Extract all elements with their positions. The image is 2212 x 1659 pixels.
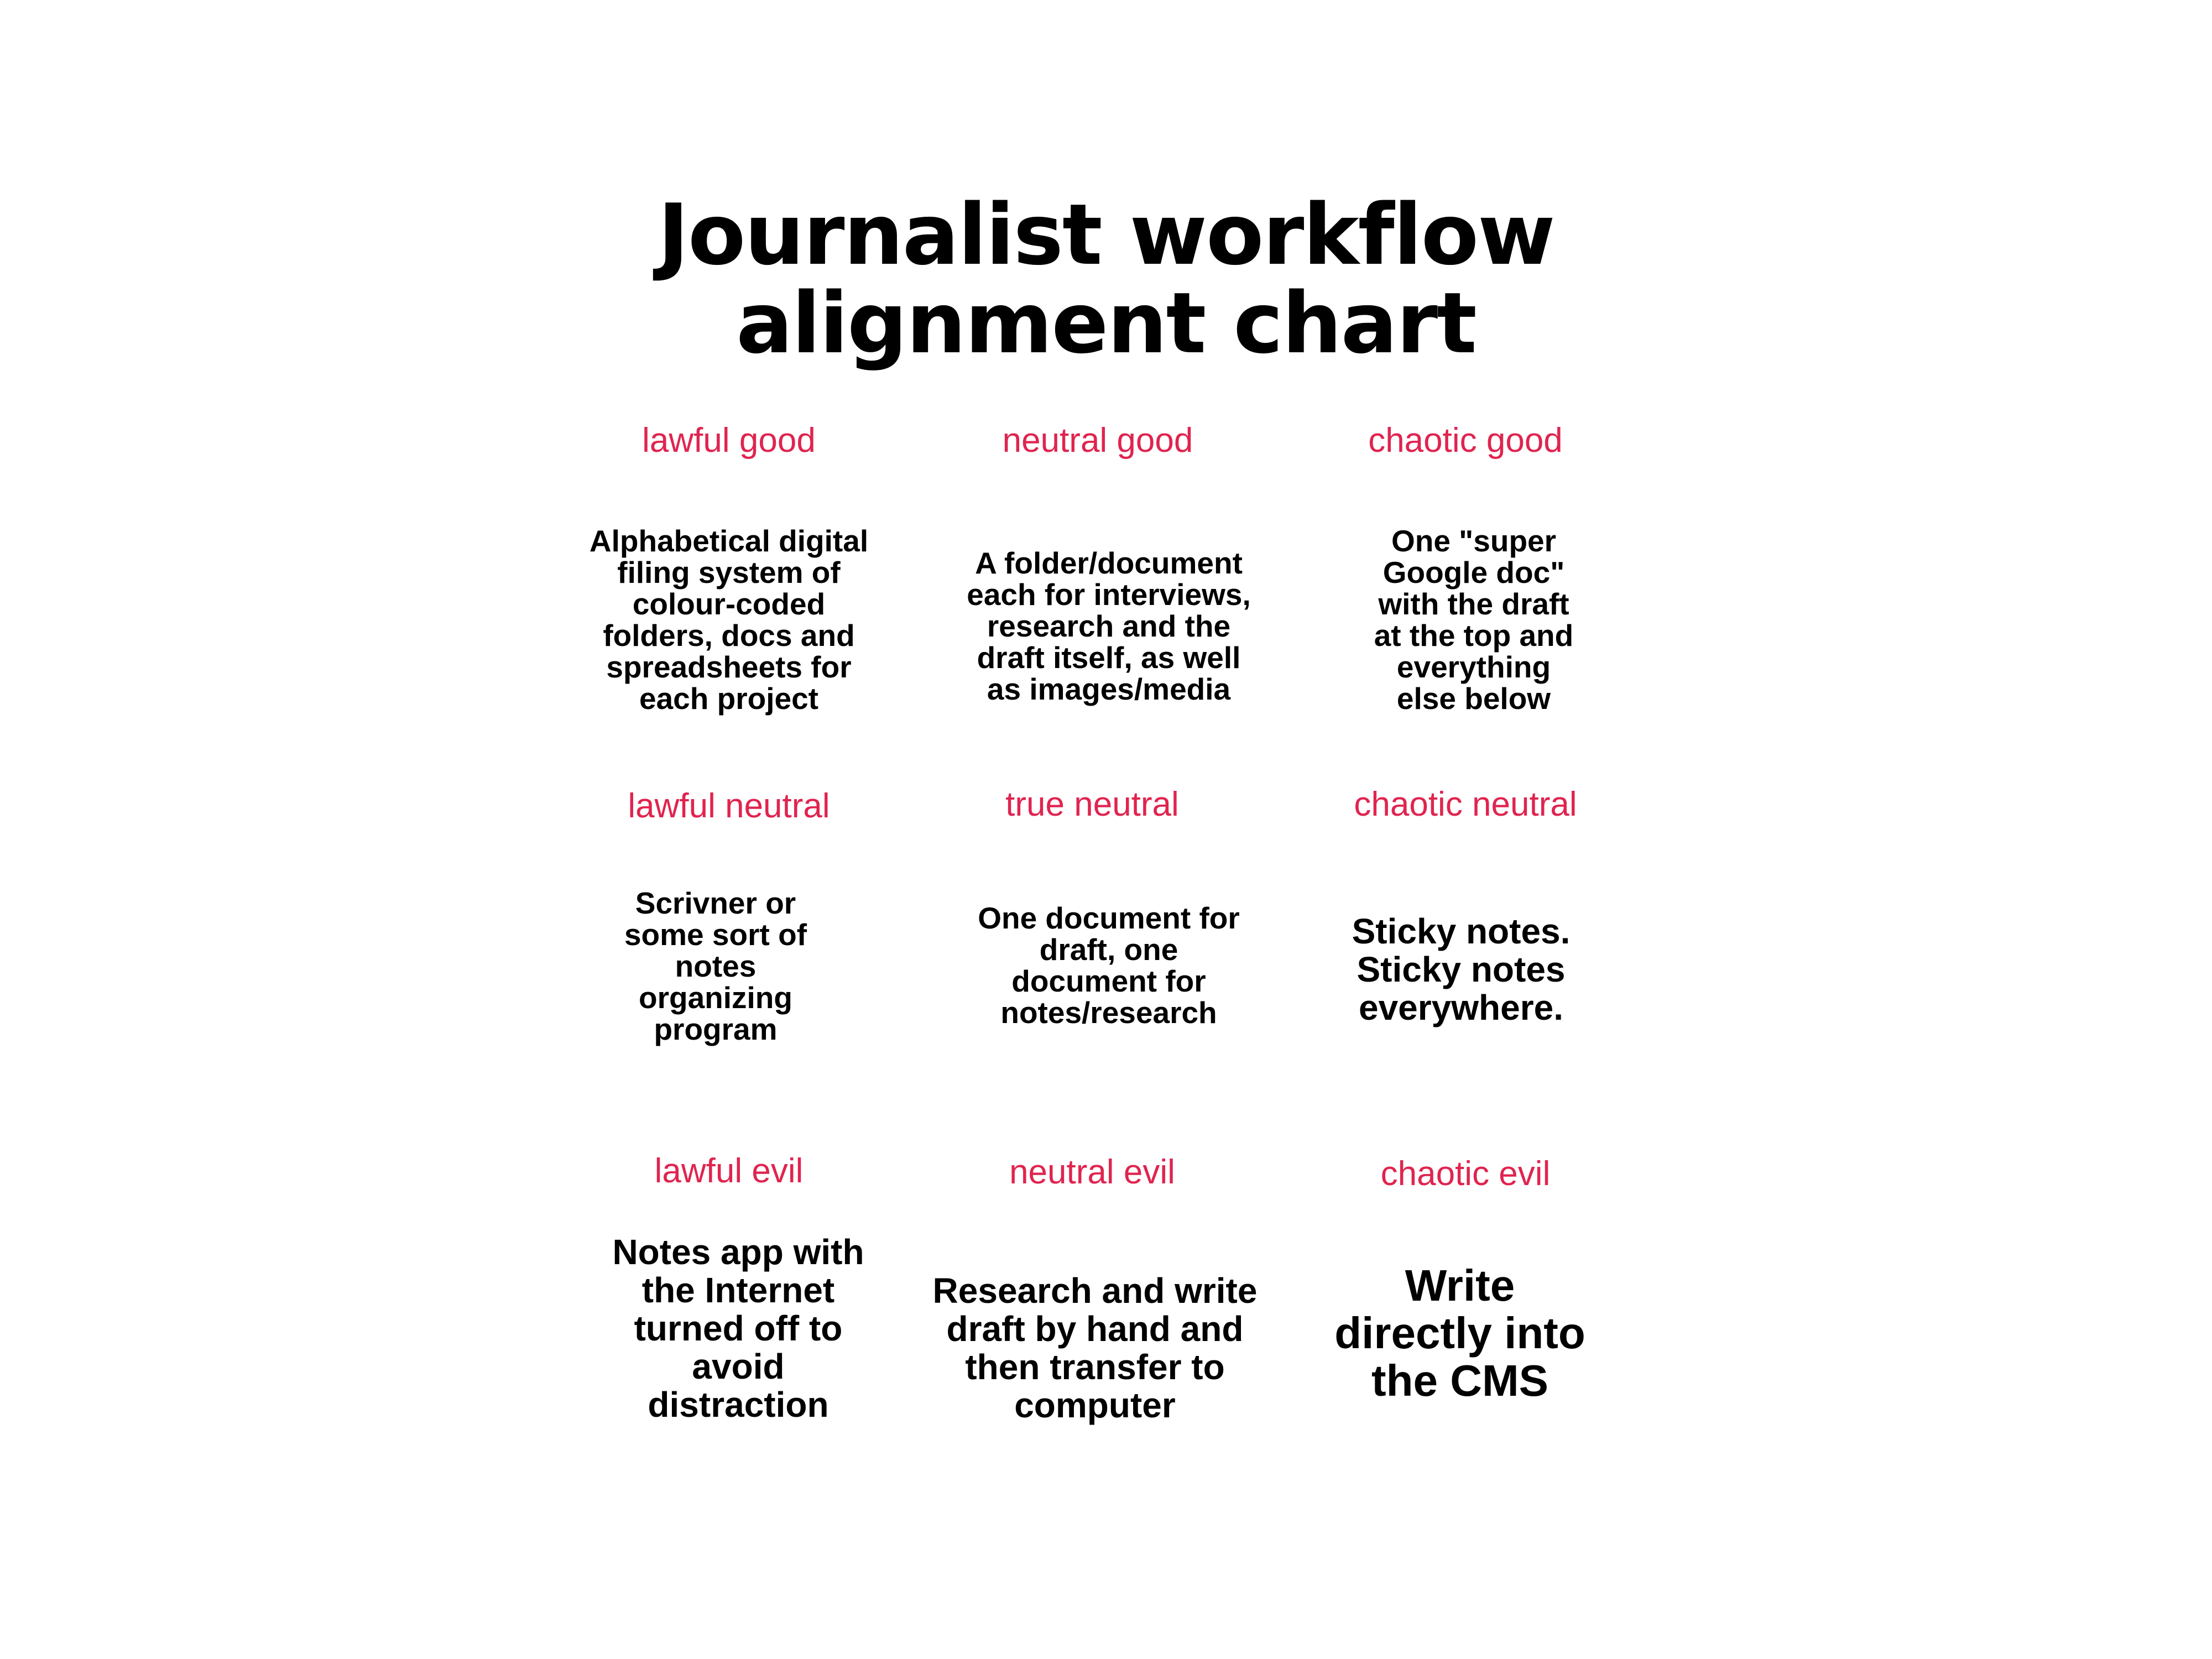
cell-chaotic-neutral-text	[1284, 912, 1638, 1027]
cell-true-neutral-line-3: document for	[1011, 964, 1206, 998]
cell-lawful-evil-line-4: avoid	[692, 1347, 785, 1386]
cell-chaotic-good-line-6: else below	[1396, 681, 1551, 716]
cell-lawful-good-line-1: Alphabetical digital	[589, 524, 869, 558]
cell-lawful-good-line-4: folders, docs and	[603, 618, 855, 653]
cell-chaotic-neutral-line-3: everywhere.	[1358, 988, 1564, 1027]
cell-lawful-evil-text	[561, 1233, 915, 1424]
cell-chaotic-good-line-2: Google doc"	[1383, 555, 1565, 589]
label-neutral-good: neutral good	[1002, 421, 1193, 460]
cell-true-neutral-line-2: draft, one	[1039, 932, 1178, 967]
cell-true-neutral-text	[932, 902, 1286, 1029]
cell-lawful-good-line-6: each project	[639, 681, 818, 716]
cell-lawful-evil-line-3: turned off to	[634, 1308, 843, 1348]
label-neutral-evil: neutral evil	[1009, 1153, 1175, 1191]
label-lawful-neutral: lawful neutral	[628, 787, 830, 825]
cell-lawful-neutral-line-1: Scrivner or	[635, 886, 796, 920]
chart-title	[553, 186, 1659, 372]
cell-neutral-good-line-4: draft itself, as well	[977, 640, 1241, 675]
cell-lawful-neutral-line-5: program	[654, 1012, 778, 1046]
cell-lawful-good-line-2: filing system of	[617, 555, 841, 589]
cell-lawful-neutral-line-2: some sort of	[624, 917, 807, 952]
cell-chaotic-evil-line-1: Write	[1405, 1261, 1515, 1310]
cell-lawful-good-line-5: spreadsheets for	[606, 650, 852, 684]
label-chaotic-evil: chaotic evil	[1380, 1155, 1551, 1193]
cell-neutral-good-text	[932, 547, 1286, 705]
cell-lawful-good-text	[552, 525, 906, 714]
cell-neutral-evil-text	[918, 1272, 1272, 1425]
cell-neutral-evil-line-2: draft by hand and	[946, 1309, 1244, 1349]
cell-chaotic-good-line-3: with the draft	[1378, 587, 1569, 621]
cell-true-neutral-line-4: notes/research	[1000, 995, 1217, 1030]
cell-neutral-good-line-2: each for interviews,	[967, 577, 1251, 612]
label-chaotic-neutral: chaotic neutral	[1354, 785, 1577, 823]
label-true-neutral: true neutral	[1005, 785, 1179, 823]
cell-lawful-neutral-text	[539, 888, 893, 1045]
cell-neutral-evil-line-1: Research and write	[932, 1271, 1258, 1311]
cell-chaotic-good-text	[1297, 525, 1651, 714]
cell-chaotic-good-line-4: at the top and	[1374, 618, 1574, 653]
cell-chaotic-good-line-1: One "super	[1391, 524, 1557, 558]
cell-chaotic-neutral-line-2: Sticky notes	[1357, 950, 1566, 989]
cell-neutral-good-line-3: research and the	[987, 609, 1231, 643]
label-chaotic-good: chaotic good	[1368, 421, 1563, 460]
cell-lawful-neutral-line-3: notes	[675, 949, 757, 983]
cell-chaotic-evil-text	[1283, 1262, 1637, 1405]
cell-neutral-good-line-1: A folder/document	[975, 546, 1243, 580]
cell-lawful-evil-line-1: Notes app with	[612, 1232, 864, 1272]
chart-title-line-1: Journalist workflow	[658, 186, 1554, 284]
cell-lawful-neutral-line-4: organizing	[638, 980, 793, 1015]
label-lawful-good: lawful good	[642, 421, 816, 460]
cell-neutral-evil-line-3: then transfer to	[965, 1347, 1225, 1387]
cell-lawful-good-line-3: colour-coded	[632, 587, 826, 621]
cell-lawful-evil-line-5: distraction	[648, 1385, 829, 1425]
cell-chaotic-neutral-line-1: Sticky notes.	[1352, 911, 1571, 951]
cell-true-neutral-line-1: One document for	[978, 901, 1240, 935]
cell-chaotic-good-line-5: everything	[1396, 650, 1551, 684]
cell-chaotic-evil-line-3: the CMS	[1371, 1356, 1548, 1405]
label-lawful-evil: lawful evil	[654, 1152, 804, 1190]
cell-lawful-evil-line-2: the Internet	[641, 1270, 835, 1310]
chart-title-line-2: alignment chart	[736, 274, 1476, 372]
cell-chaotic-evil-line-2: directly into	[1334, 1308, 1585, 1358]
cell-neutral-evil-line-4: computer	[1014, 1385, 1176, 1425]
cell-neutral-good-line-5: as images/media	[987, 672, 1231, 706]
